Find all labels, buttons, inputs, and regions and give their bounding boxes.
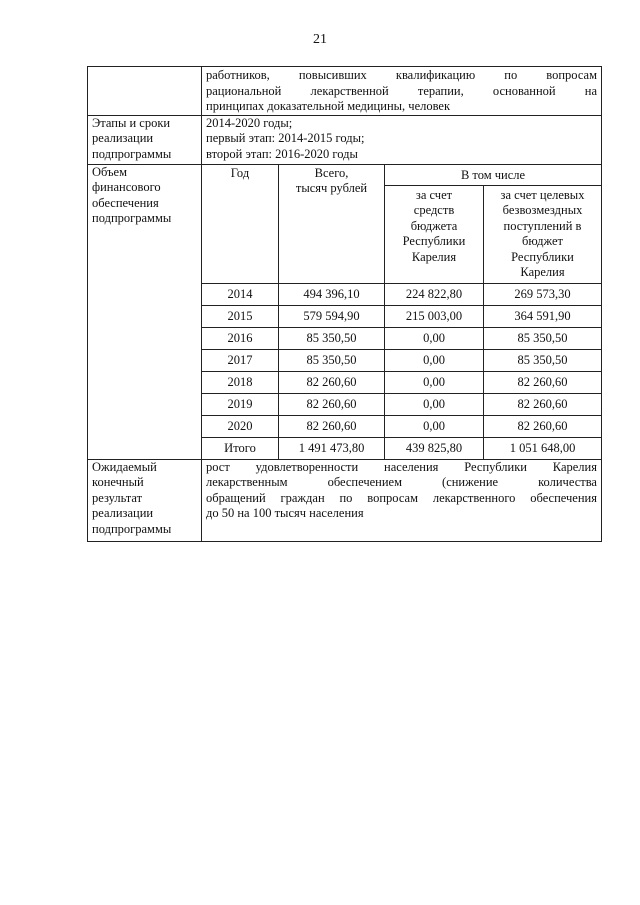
header-line: бюджет bbox=[522, 234, 563, 248]
cell-total: 85 350,50 bbox=[279, 327, 385, 349]
row-expected-label bbox=[88, 459, 202, 541]
cell-total: 1 491 473,80 bbox=[279, 437, 385, 459]
cell-total: 82 260,60 bbox=[279, 393, 385, 415]
header-line: за счет bbox=[415, 187, 453, 202]
cell-year: 2015 bbox=[202, 305, 279, 327]
row-workers-label bbox=[88, 67, 202, 116]
header-line: Республики bbox=[511, 249, 574, 264]
header-line: бюджета bbox=[410, 218, 458, 233]
cell-budget: 0,00 bbox=[385, 371, 484, 393]
header-line: безвозмездных bbox=[502, 203, 583, 217]
header-line: поступлений в bbox=[503, 218, 582, 233]
page-number: 21 bbox=[313, 32, 327, 47]
cell-total: 579 594,90 bbox=[279, 305, 385, 327]
program-passport-table bbox=[87, 66, 602, 542]
header-including: В том числе bbox=[385, 164, 602, 185]
text-line: рациональной лекарственной терапии, основанной на bbox=[206, 83, 597, 98]
finance-table bbox=[201, 164, 602, 460]
cell-targeted: 82 260,60 bbox=[484, 371, 602, 393]
header-line: Всего, bbox=[314, 165, 349, 180]
label-line: финансового bbox=[92, 180, 161, 194]
finance-header-row bbox=[202, 164, 602, 185]
cell-total: 82 260,60 bbox=[279, 371, 385, 393]
row-expected-value bbox=[202, 459, 602, 541]
header-line: Карелия bbox=[520, 265, 565, 279]
cell-targeted: 82 260,60 bbox=[484, 393, 602, 415]
cell-budget: 0,00 bbox=[385, 393, 484, 415]
cell-budget: 215 003,00 bbox=[385, 305, 484, 327]
finance-row bbox=[202, 283, 602, 305]
cell-year: 2019 bbox=[202, 393, 279, 415]
cell-targeted: 1 051 648,00 bbox=[484, 437, 602, 459]
cell-targeted: 85 350,50 bbox=[484, 327, 602, 349]
row-finance bbox=[88, 164, 602, 459]
finance-row bbox=[202, 371, 602, 393]
header-line: средств bbox=[413, 203, 455, 217]
header-line: Республики bbox=[402, 234, 466, 248]
row-expected bbox=[88, 459, 602, 541]
text-line: до 50 на 100 тысяч населения bbox=[206, 506, 364, 520]
header-targeted bbox=[484, 185, 602, 283]
row-workers bbox=[88, 67, 602, 116]
text-line: лекарственным обеспечением (снижение количества bbox=[206, 475, 597, 489]
finance-row bbox=[202, 437, 602, 459]
cell-targeted: 85 350,50 bbox=[484, 349, 602, 371]
header-total bbox=[279, 164, 385, 283]
label-line: Ожидаемый bbox=[92, 459, 157, 474]
cell-total: 85 350,50 bbox=[279, 349, 385, 371]
label-line: обеспечения bbox=[92, 195, 159, 210]
cell-year: 2016 bbox=[202, 327, 279, 349]
label-line: Объем bbox=[92, 164, 127, 179]
finance-row bbox=[202, 305, 602, 327]
cell-total: 82 260,60 bbox=[279, 415, 385, 437]
cell-year: 2014 bbox=[202, 283, 279, 305]
cell-budget: 0,00 bbox=[385, 415, 484, 437]
cell-year: Итого bbox=[202, 437, 279, 459]
finance-body bbox=[202, 283, 602, 459]
text-line: первый этап: 2014-2015 годы; bbox=[206, 131, 365, 145]
label-line: реализации bbox=[92, 506, 154, 520]
cell-targeted: 269 573,30 bbox=[484, 283, 602, 305]
label-line: конечный bbox=[92, 475, 144, 489]
cell-budget: 0,00 bbox=[385, 349, 484, 371]
row-stages bbox=[88, 115, 602, 164]
label-line: подпрограммы bbox=[92, 211, 172, 225]
text-line: второй этап: 2016-2020 годы bbox=[206, 146, 358, 161]
cell-budget: 224 822,80 bbox=[385, 283, 484, 305]
cell-budget: 439 825,80 bbox=[385, 437, 484, 459]
row-stages-value bbox=[202, 115, 602, 164]
header-line: Карелия bbox=[411, 249, 457, 264]
label-line: подпрограммы bbox=[92, 521, 172, 536]
header-budget bbox=[385, 185, 484, 283]
header-year: Год bbox=[202, 164, 279, 283]
label-line: Этапы и сроки bbox=[92, 115, 171, 130]
label-line: реализации bbox=[92, 131, 154, 145]
text-line: обращений граждан по вопросам лекарственного обеспечения bbox=[206, 490, 597, 505]
finance-row bbox=[202, 327, 602, 349]
text-line: работников, повысивших квалификацию по вопросам bbox=[206, 68, 597, 82]
cell-total: 494 396,10 bbox=[279, 283, 385, 305]
cell-targeted: 364 591,90 bbox=[484, 305, 602, 327]
finance-row bbox=[202, 393, 602, 415]
label-line: результат bbox=[92, 490, 143, 505]
finance-cell bbox=[202, 164, 602, 459]
cell-targeted: 82 260,60 bbox=[484, 415, 602, 437]
cell-year: 2017 bbox=[202, 349, 279, 371]
cell-year: 2018 bbox=[202, 371, 279, 393]
row-finance-label bbox=[88, 164, 202, 459]
text-line: 2014-2020 годы; bbox=[206, 115, 293, 130]
row-workers-value bbox=[202, 67, 602, 116]
row-stages-label bbox=[88, 115, 202, 164]
header-line: за счет целевых bbox=[500, 187, 585, 202]
header-line: тысяч рублей bbox=[295, 181, 368, 195]
text-line: рост удовлетворенности населения Республики Карелия bbox=[206, 459, 597, 474]
cell-budget: 0,00 bbox=[385, 327, 484, 349]
text-line: принципах доказательной медицины, человек bbox=[206, 99, 451, 113]
label-line: подпрограммы bbox=[92, 146, 172, 161]
finance-row bbox=[202, 349, 602, 371]
finance-row bbox=[202, 415, 602, 437]
cell-year: 2020 bbox=[202, 415, 279, 437]
